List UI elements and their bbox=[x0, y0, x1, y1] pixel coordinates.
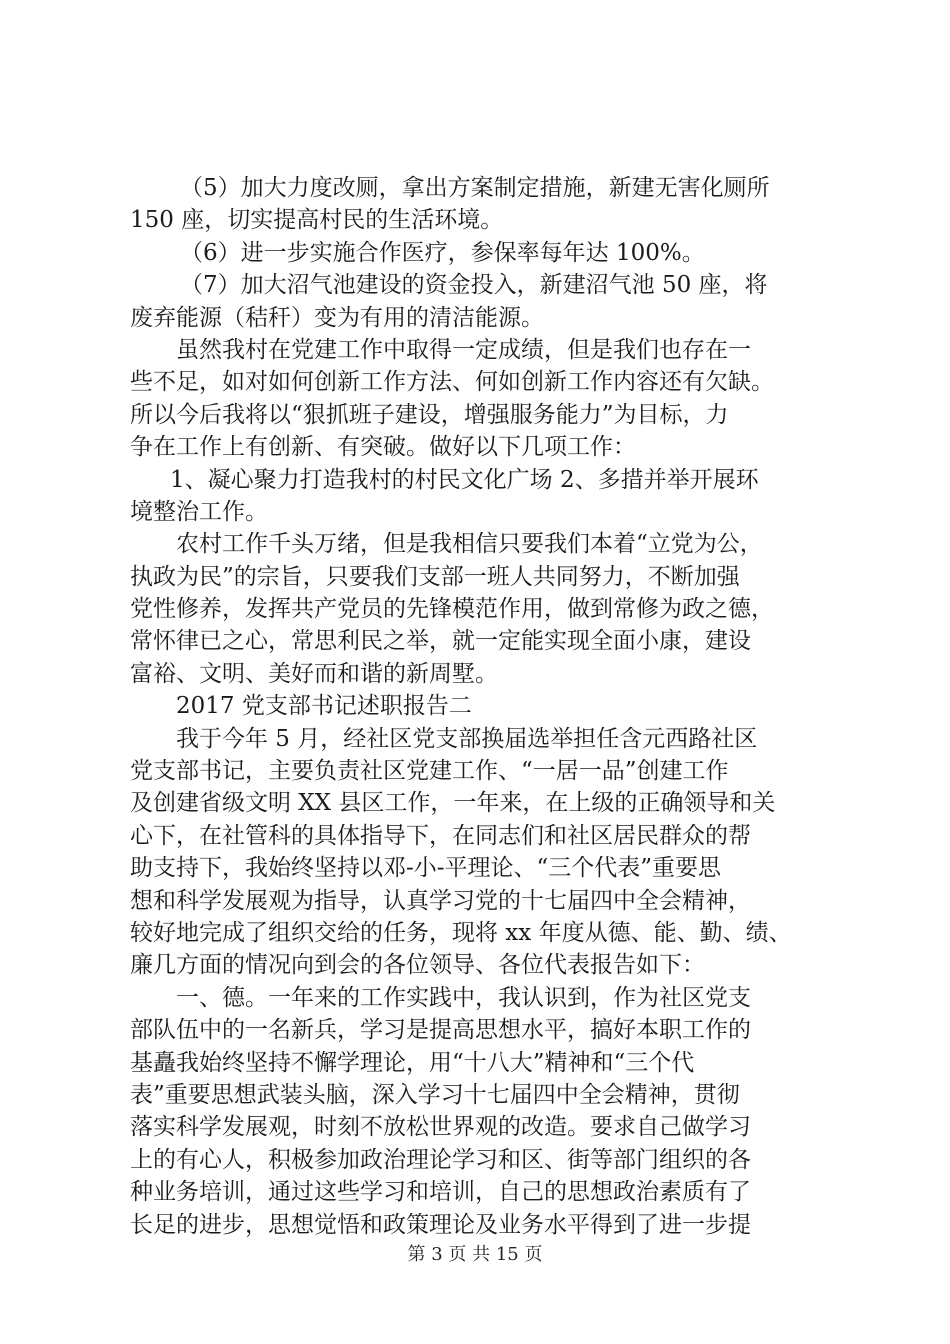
text-line: 执政为民”的宗旨，只要我们支部一班人共同努力，不断加强 bbox=[130, 563, 740, 590]
text-line: 落实科学发展观，时刻不放松世界观的改造。要求自己做学习 bbox=[130, 1114, 751, 1141]
text-line: 1、凝心聚力打造我村的村民文化广场 2、多措并举开展环 bbox=[170, 466, 759, 493]
text-line: 部队伍中的一名新兵，学习是提高思想水平，搞好本职工作的 bbox=[130, 1017, 751, 1044]
text-line: 虽然我村在党建工作中取得一定成绩，但是我们也存在一 bbox=[176, 336, 751, 363]
text-line: 150 座，切实提高村民的生活环境。 bbox=[130, 207, 504, 234]
text-line: 些不足，如对如何创新工作方法、何如创新工作内容还有欠缺。 bbox=[130, 369, 774, 396]
text-line: 心下，在社管科的具体指导下，在同志们和社区居民群众的帮 bbox=[130, 822, 751, 849]
text-line: 较好地完成了组织交给的任务，现将 xx 年度从德、能、勤、绩、 bbox=[130, 919, 792, 946]
text-line: 长足的进步，思想觉悟和政策理论及业务水平得到了进一步提 bbox=[130, 1211, 751, 1238]
text-line: 一、德。一年来的工作实践中，我认识到，作为社区党支 bbox=[176, 984, 751, 1011]
text-line: 常怀律已之心，常思利民之举，就一定能实现全面小康，建设 bbox=[130, 628, 751, 655]
text-line: 想和科学发展观为指导，认真学习党的十七届四中全会精神， bbox=[130, 887, 751, 914]
text-line: 基矗我始终坚持不懈学理论，用“十八大”精神和“三个代 bbox=[130, 1049, 695, 1076]
text-line: 我于今年 5 月，经社区党支部换届选举担任含元西路社区 bbox=[176, 725, 758, 752]
text-line: 境整治工作。 bbox=[130, 498, 268, 525]
text-line: （6）进一步实施合作医疗，参保率每年达 100%。 bbox=[180, 239, 705, 266]
text-line: （7）加大沼气池建设的资金投入，新建沼气池 50 座，将 bbox=[180, 272, 768, 299]
text-line: 废弃能源（秸秆）变为有用的清洁能源。 bbox=[130, 304, 544, 331]
text-line: 表”重要思想武装头脑，深入学习十七届四中全会精神，贯彻 bbox=[130, 1081, 740, 1108]
page-number-footer: 第 3 页 共 15 页 bbox=[407, 1244, 543, 1265]
text-line: 上的有心人，积极参加政治理论学习和区、街等部门组织的各 bbox=[130, 1146, 751, 1173]
text-line: 种业务培训，通过这些学习和培训，自己的思想政治素质有了 bbox=[130, 1179, 751, 1206]
text-line: 党性修养，发挥共产党员的先锋模范作用，做到常修为政之德， bbox=[130, 596, 774, 623]
text-line: 争在工作上有创新、有突破。做好以下几项工作： bbox=[130, 434, 636, 461]
text-line: 廉几方面的情况向到会的各位领导、各位代表报告如下： bbox=[130, 952, 705, 979]
section-heading: 2017 党支部书记述职报告二 bbox=[176, 693, 472, 720]
document-body bbox=[130, 172, 830, 1241]
text-line: 富裕、文明、美好而和谐的新周墅。 bbox=[130, 660, 498, 687]
text-line: 助支持下，我始终坚持以邓-小-平理论、“三个代表”重要思 bbox=[130, 855, 722, 882]
text-line: 所以今后我将以“狠抓班子建设，增强服务能力”为目标，力 bbox=[130, 401, 729, 428]
text-line: 农村工作千头万绪，但是我相信只要我们本着“立党为公， bbox=[176, 531, 763, 558]
text-line: （5）加大力度改厕，拿出方案制定措施，新建无害化厕所 bbox=[180, 175, 770, 201]
text-line: 及创建省级文明 XX 县区工作，一年来，在上级的正确领导和关 bbox=[130, 790, 776, 817]
text-line: 党支部书记，主要负责社区党建工作、“一居一品”创建工作 bbox=[130, 758, 729, 785]
